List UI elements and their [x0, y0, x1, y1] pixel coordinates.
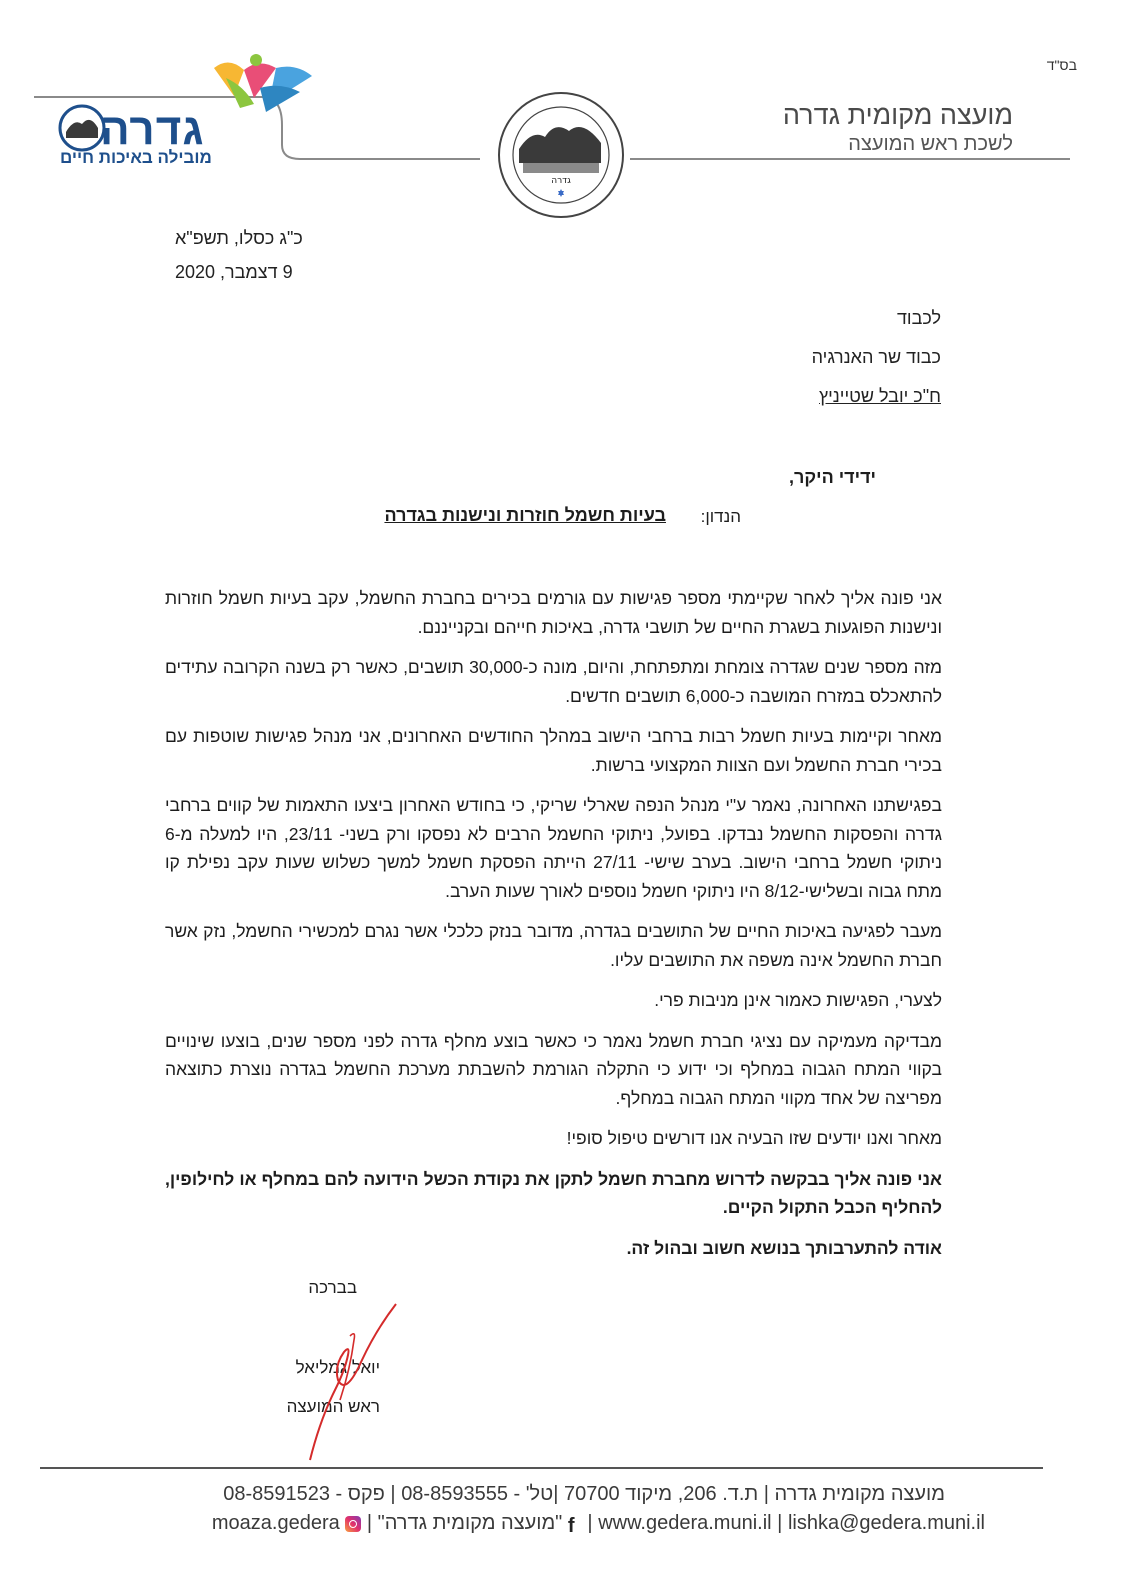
greeting: ידידי היקר,: [789, 467, 876, 487]
body-paragraph: מעבר לפגיעה באיכות החיים של התושבים בגדרה, מדובר בנזק כלכלי אשר נגרם למכשירי החשמל, נזק אשר חברת החשמל אינה משפה את התושבים עליו.: [165, 921, 942, 970]
request-paragraph: אני פונה אליך בבקשה לדרוש מחברת חשמל לתקן את נקודת הכשל הידועה להם במחלף או לחילופין, להחליף הכבל התקול הקיים.: [165, 1168, 942, 1217]
body-paragraph: מאחר ואנו יודעים שזו הבעיה אנו דורשים טיפול סופי!: [566, 1128, 942, 1148]
date-gregorian: 9 דצמבר, 2020: [175, 262, 293, 282]
signer-name: יואל גמליאל: [295, 1358, 380, 1377]
subject-label: הנדון:: [700, 507, 741, 526]
body-paragraph: לצערי, הפגישות כאמור אינן מניבות פרי.: [654, 990, 942, 1010]
recipient-title: כבוד שר האנרגיה: [811, 347, 941, 367]
instagram-icon: [345, 1516, 361, 1532]
logo-tagline: מובילה באיכות חיים: [60, 148, 212, 167]
signer-title: ראש המועצה: [286, 1397, 380, 1416]
footer-contact-line: מועצה מקומית גדרה | ת.ד. 206, מיקוד 70700 |טל' - 08-8593555 | פקס - 08-8591523: [223, 1483, 945, 1505]
subject-text: בעיות חשמל חוזרות ונישנות בגדרה: [384, 505, 666, 525]
seal-center-text: גדרה: [551, 176, 571, 186]
bsd-mark: בס"ד: [1046, 57, 1077, 73]
website-link[interactable]: www.gedera.muni.il: [598, 1512, 772, 1535]
recipient-name: ח"כ יובל שטייניץ: [819, 386, 941, 406]
signature-icon: [290, 1300, 410, 1470]
footer-web-line: moaza.gedera | "מועצה מקומית גדרה" f | www.gedera.muni.il | lishka@gedera.muni.il: [211, 1512, 985, 1537]
body-paragraph: מבדיקה מעמיקה עם נציגי חברת חשמל נאמר כי כאשר בוצע מחלף גדרה לפני מספר שנים, בוצעו שינויים בקווי המתח הגבוה במחלף וכי ידוע כי התקלה הגורמת להשבתת מערכת החשמל בגדרה נוצרת כתוצאה מפריצה של אחד מקווי המתח הגבוה במחלף.: [165, 1030, 942, 1108]
facebook-page[interactable]: "מועצה מקומית גדרה": [377, 1512, 563, 1535]
email-link[interactable]: lishka@gedera.muni.il: [787, 1512, 985, 1535]
body-paragraph: בפגישתנו האחרונה, נאמר ע"י מנהל הנפה שארלי שריקי, כי בחודש האחרון ביצעו התאמות של קווים ברחבי גדרה והפסקות החשמל נבדקו. בפועל, ניתוקי החשמל הרבים לא נפסקו ורק בשני- 23/11, היו למעלה מ-6 ניתוקי חשמל ברחבי הישוב. בערב שישי- 27/11 הייתה הפסקת חשמל למשך כשלוש שעות עקב נפילת קו מתח גבוה ובשלישי-8/12 היו ניתוקי חשמל נוספים לאורך שעות הערב.: [165, 795, 943, 901]
logo-word: גדרה: [100, 105, 205, 154]
body-paragraph: מאחר וקיימות בעיות חשמל רבות ברחבי הישוב במהלך החודשים האחרונים, אני מנהל פגישות שוטפות עם בכירי חברת החשמל ועם הצוות המקצועי ברשות.: [165, 726, 942, 775]
council-seal-icon: [497, 91, 625, 219]
body-paragraph: אני פונה אליך לאחר שקיימתי מספר פגישות עם גורמים בכירים בחברת החשמל, עקב בעיות חשמל חוזרות ונישנות הפוגעות בשגרת החיים של תושבי גדרה, באיכות חייהם ובקנייננם.: [165, 588, 942, 637]
body-paragraph: מזה מספר שנים שגדרה צומחת ומתפתחת, והיום, מונה כ-30,000 תושבים, כאשר רק בשנה הקרובה עתידים להתאכלס במזרח המושבה כ-6,000 תושבים חדשים.: [165, 657, 943, 706]
date-hebrew: כ"ג כסלו, תשפ"א: [175, 228, 303, 248]
footer-divider: [40, 1467, 1043, 1469]
closing-blessing: בברכה: [308, 1278, 357, 1297]
letter-body: [165, 584, 942, 1274]
thanks-paragraph: אודה להתערבותך בנושא חשוב ובהול זה.: [626, 1237, 942, 1258]
instagram-handle[interactable]: moaza.gedera: [211, 1512, 340, 1535]
office-name: לשכת ראש המועצה: [848, 133, 1013, 155]
facebook-icon: f: [567, 1514, 575, 1537]
recipient-label: לכבוד: [896, 308, 941, 328]
council-name: מועצה מקומית גדרה: [782, 100, 1013, 130]
